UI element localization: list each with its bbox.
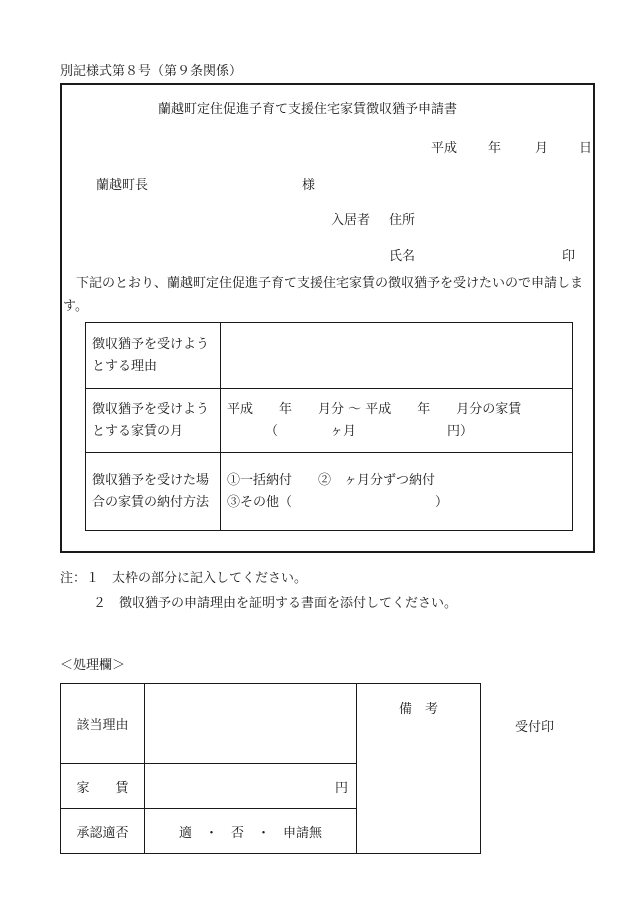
- payment-option-line: ③その他（ ）: [227, 494, 449, 510]
- rent-month-label: 徴収猶予を受けようとする家賃の月: [86, 389, 221, 453]
- application-statement: 下記のとおり、蘭越町定住促進子育て支援住宅家賃の徴収猶予を受けたいので申請します。: [63, 276, 584, 314]
- table-row: [86, 323, 573, 389]
- payment-method-label: 徴収猶予を受けた場合の家賃の納付方法: [86, 453, 221, 531]
- address-label: 住所: [389, 213, 416, 228]
- table-row: [61, 684, 481, 764]
- processing-table: [60, 683, 481, 854]
- date-era: 平成: [431, 141, 458, 156]
- rent-label: 家 賃: [61, 764, 145, 809]
- rent-period-line: 平成 年 月分 ～ 平成 年 月分の家賃: [227, 401, 522, 417]
- application-table: [85, 322, 573, 531]
- date-year: 年: [488, 141, 502, 156]
- seal-label: 印: [562, 249, 576, 264]
- note-text: 徴収猶予の申請理由を証明する書面を添付してください。: [119, 596, 458, 611]
- receipt-stamp-label: 受付印: [515, 720, 555, 735]
- approval-options[interactable]: 適 ・ 否 ・ 申請無: [145, 809, 357, 854]
- name-label: 氏名: [389, 249, 416, 264]
- form-title: 蘭越町定住促進子育て支援住宅家賃徴収猶予申請書: [158, 102, 458, 117]
- note-prefix: 注：１: [60, 571, 100, 586]
- payment-method-value[interactable]: [221, 453, 573, 531]
- table-row: [86, 389, 573, 453]
- remarks-label: 備 考: [398, 702, 438, 717]
- note-prefix: ２: [93, 596, 107, 611]
- payment-option-line: ①一括納付 ② ヶ月分ずつ納付: [227, 472, 436, 488]
- rent-value[interactable]: [145, 764, 357, 809]
- note-2: [93, 591, 457, 616]
- honorific: 様: [302, 178, 316, 193]
- processing-caption: ＜処理欄＞: [60, 658, 126, 673]
- applicable-reason-value[interactable]: [145, 684, 357, 764]
- remarks-cell[interactable]: [357, 684, 481, 854]
- rent-unit: 円: [334, 780, 348, 796]
- applicable-reason-label: 該当理由: [61, 684, 145, 764]
- resident-label: 入居者: [331, 213, 371, 228]
- date-month: 月: [535, 141, 549, 156]
- addressee: 蘭越町長: [96, 178, 149, 193]
- rent-month-value[interactable]: [221, 389, 573, 453]
- note-1: [60, 566, 307, 591]
- reason-label: 徴収猶予を受けようとする理由: [86, 323, 221, 389]
- reason-value[interactable]: [221, 323, 573, 389]
- approval-label: 承認適否: [61, 809, 145, 854]
- note-text: 太枠の部分に記入してください。: [112, 571, 308, 586]
- date-day: 日: [579, 141, 593, 156]
- rent-amount-line: （ ヶ月 円）: [265, 423, 474, 439]
- form-number-note: 別記様式第８号（第９条関係）: [60, 64, 243, 79]
- table-row: [86, 453, 573, 531]
